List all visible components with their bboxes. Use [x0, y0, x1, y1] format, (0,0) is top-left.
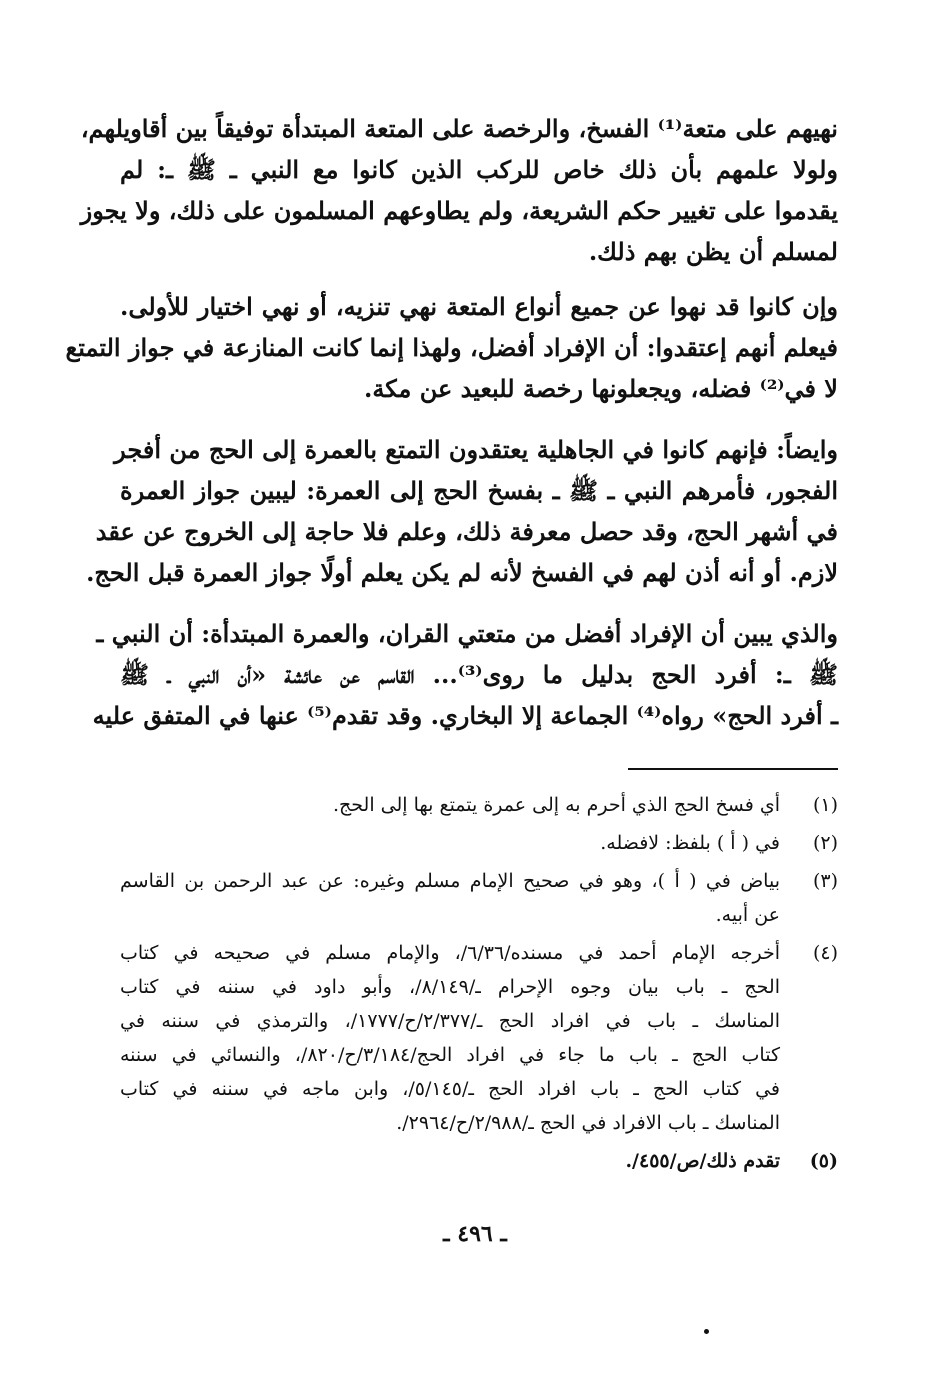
footnote-line: الحج ـ باب بيان وجوه الإحرام ـ/٨/١٤٩/، وأبو داود في سننه في كتاب [120, 976, 780, 998]
footnote-separator [628, 768, 838, 770]
footnote-line: في كتاب الحج ـ باب افراد الحج ـ/٥/١٤٥/، وابن ماجه في سننه في كتاب [120, 1078, 780, 1100]
paragraph [92, 613, 838, 736]
footnote-number: (٣) [812, 870, 838, 892]
footnote-number: (٢) [812, 832, 838, 854]
footnote [120, 936, 838, 1140]
footnote [120, 788, 838, 822]
text-line: فيعلم أنهم إعتقدوا: أن الإفراد أفضل، ولهذا إنما كانت المنازعة في جواز التمتع [65, 333, 838, 362]
text-line: ولولا علمهم بأن ذلك خاص للركب الذين كانوا مع النبي ـ ﷺ ـ: لم [120, 155, 839, 184]
footnote-line: المناسك ـ باب الافراد في الحج ـ/٢/٩٨٨/ح/٢٩٦٤/. [396, 1112, 780, 1134]
footnote-number: (١) [812, 794, 838, 816]
paragraph [65, 286, 839, 409]
text-line: الفجور، فأمرهم النبي ـ ﷺ ـ بفسخ الحج إلى العمرة: ليبين جواز العمرة [120, 476, 838, 505]
footnote-line: أخرجه الإمام أحمد في مسنده/٦/٣٦/، والإمام مسلم في صحيحه في كتاب [120, 942, 780, 964]
text-line: والذي يبين أن الإفراد أفضل من متعتي القران، والعمرة المبتدأة: أن النبي ـ [96, 619, 838, 648]
page-number: ـ ٤٩٦ ـ [443, 1221, 507, 1247]
footnote [120, 1144, 838, 1178]
text-line: ﷺ ـ: أفرد الحج بدليل ما روى⁽³⁾... القاسم عن عائشة «أن النبي ـ ﷺ [120, 660, 838, 689]
paragraph [80, 108, 839, 272]
footnote-number: (٥) [809, 1150, 838, 1172]
text-line: لازم. أو أنه أذن لهم في الفسخ لأنه لم يكن يعلم أولًا جواز العمرة قبل الحج. [86, 558, 838, 587]
text-line: لا في⁽²⁾ فضله، ويجعلونها رخصة للبعيد عن مكة. [364, 374, 838, 403]
text-line: يقدموا على تغيير حكم الشريعة، ولم يطاوعهم المسلمون على ذلك، ولا يجوز [80, 196, 838, 225]
text-line: وإن كانوا قد نهوا عن جميع أنواع المتعة نهي تنزيه، أو نهي اختيار للأولى. [120, 292, 839, 321]
main-text [65, 108, 839, 750]
footnote [120, 826, 838, 860]
ink-dot [704, 1329, 709, 1334]
footnote [120, 864, 838, 932]
footnote-line: في ( أ ) بلفظ: لافضله. [600, 832, 780, 854]
paragraph [86, 429, 838, 593]
footnote-line: تقدم ذلك/ص/٤٥٥/. [625, 1150, 780, 1172]
footnote-number: (٤) [812, 942, 838, 964]
text-line: لمسلم أن يظن بهم ذلك. [588, 237, 838, 266]
footnote-line: بياض في ( أ )، وهو في صحيح الإمام مسلم وغيره: عن عبد الرحمن بن القاسم [120, 870, 780, 892]
footnotes [120, 788, 838, 1182]
footnote-line: عن أبيه. [715, 904, 780, 926]
footnote-line: المناسك ـ باب في افراد الحج ـ/٢/٣٧٧/ح/١٧٧٧/، والترمذي في سننه في [120, 1010, 780, 1032]
text-line: في أشهر الحج، وقد حصل معرفة ذلك، وعلم فلا حاجة إلى الخروج عن عقد [95, 517, 838, 546]
footnote-line: كتاب الحج ـ باب ما جاء في افراد الحج/٣/١٨٤/ح/٨٢٠/، والنسائي في سننه [120, 1044, 780, 1066]
text-line: نهيهم على متعة⁽¹⁾ الفسخ، والرخصة على المتعة المبتدأة توفيقاً بين أقاويلهم، [80, 114, 838, 143]
text-line: ـ أفرد الحج» رواه⁽⁴⁾ الجماعة إلا البخاري. وقد تقدم⁽⁵⁾ عنها في المتفق عليه [92, 701, 838, 730]
footnote-line: أي فسخ الحج الذي أحرم به إلى عمرة يتمتع بها إلى الحج. [332, 794, 780, 816]
text-line: وايضاً: فإنهم كانوا في الجاهلية يعتقدون التمتع بالعمرة إلى الحج من أفجر [114, 435, 838, 464]
